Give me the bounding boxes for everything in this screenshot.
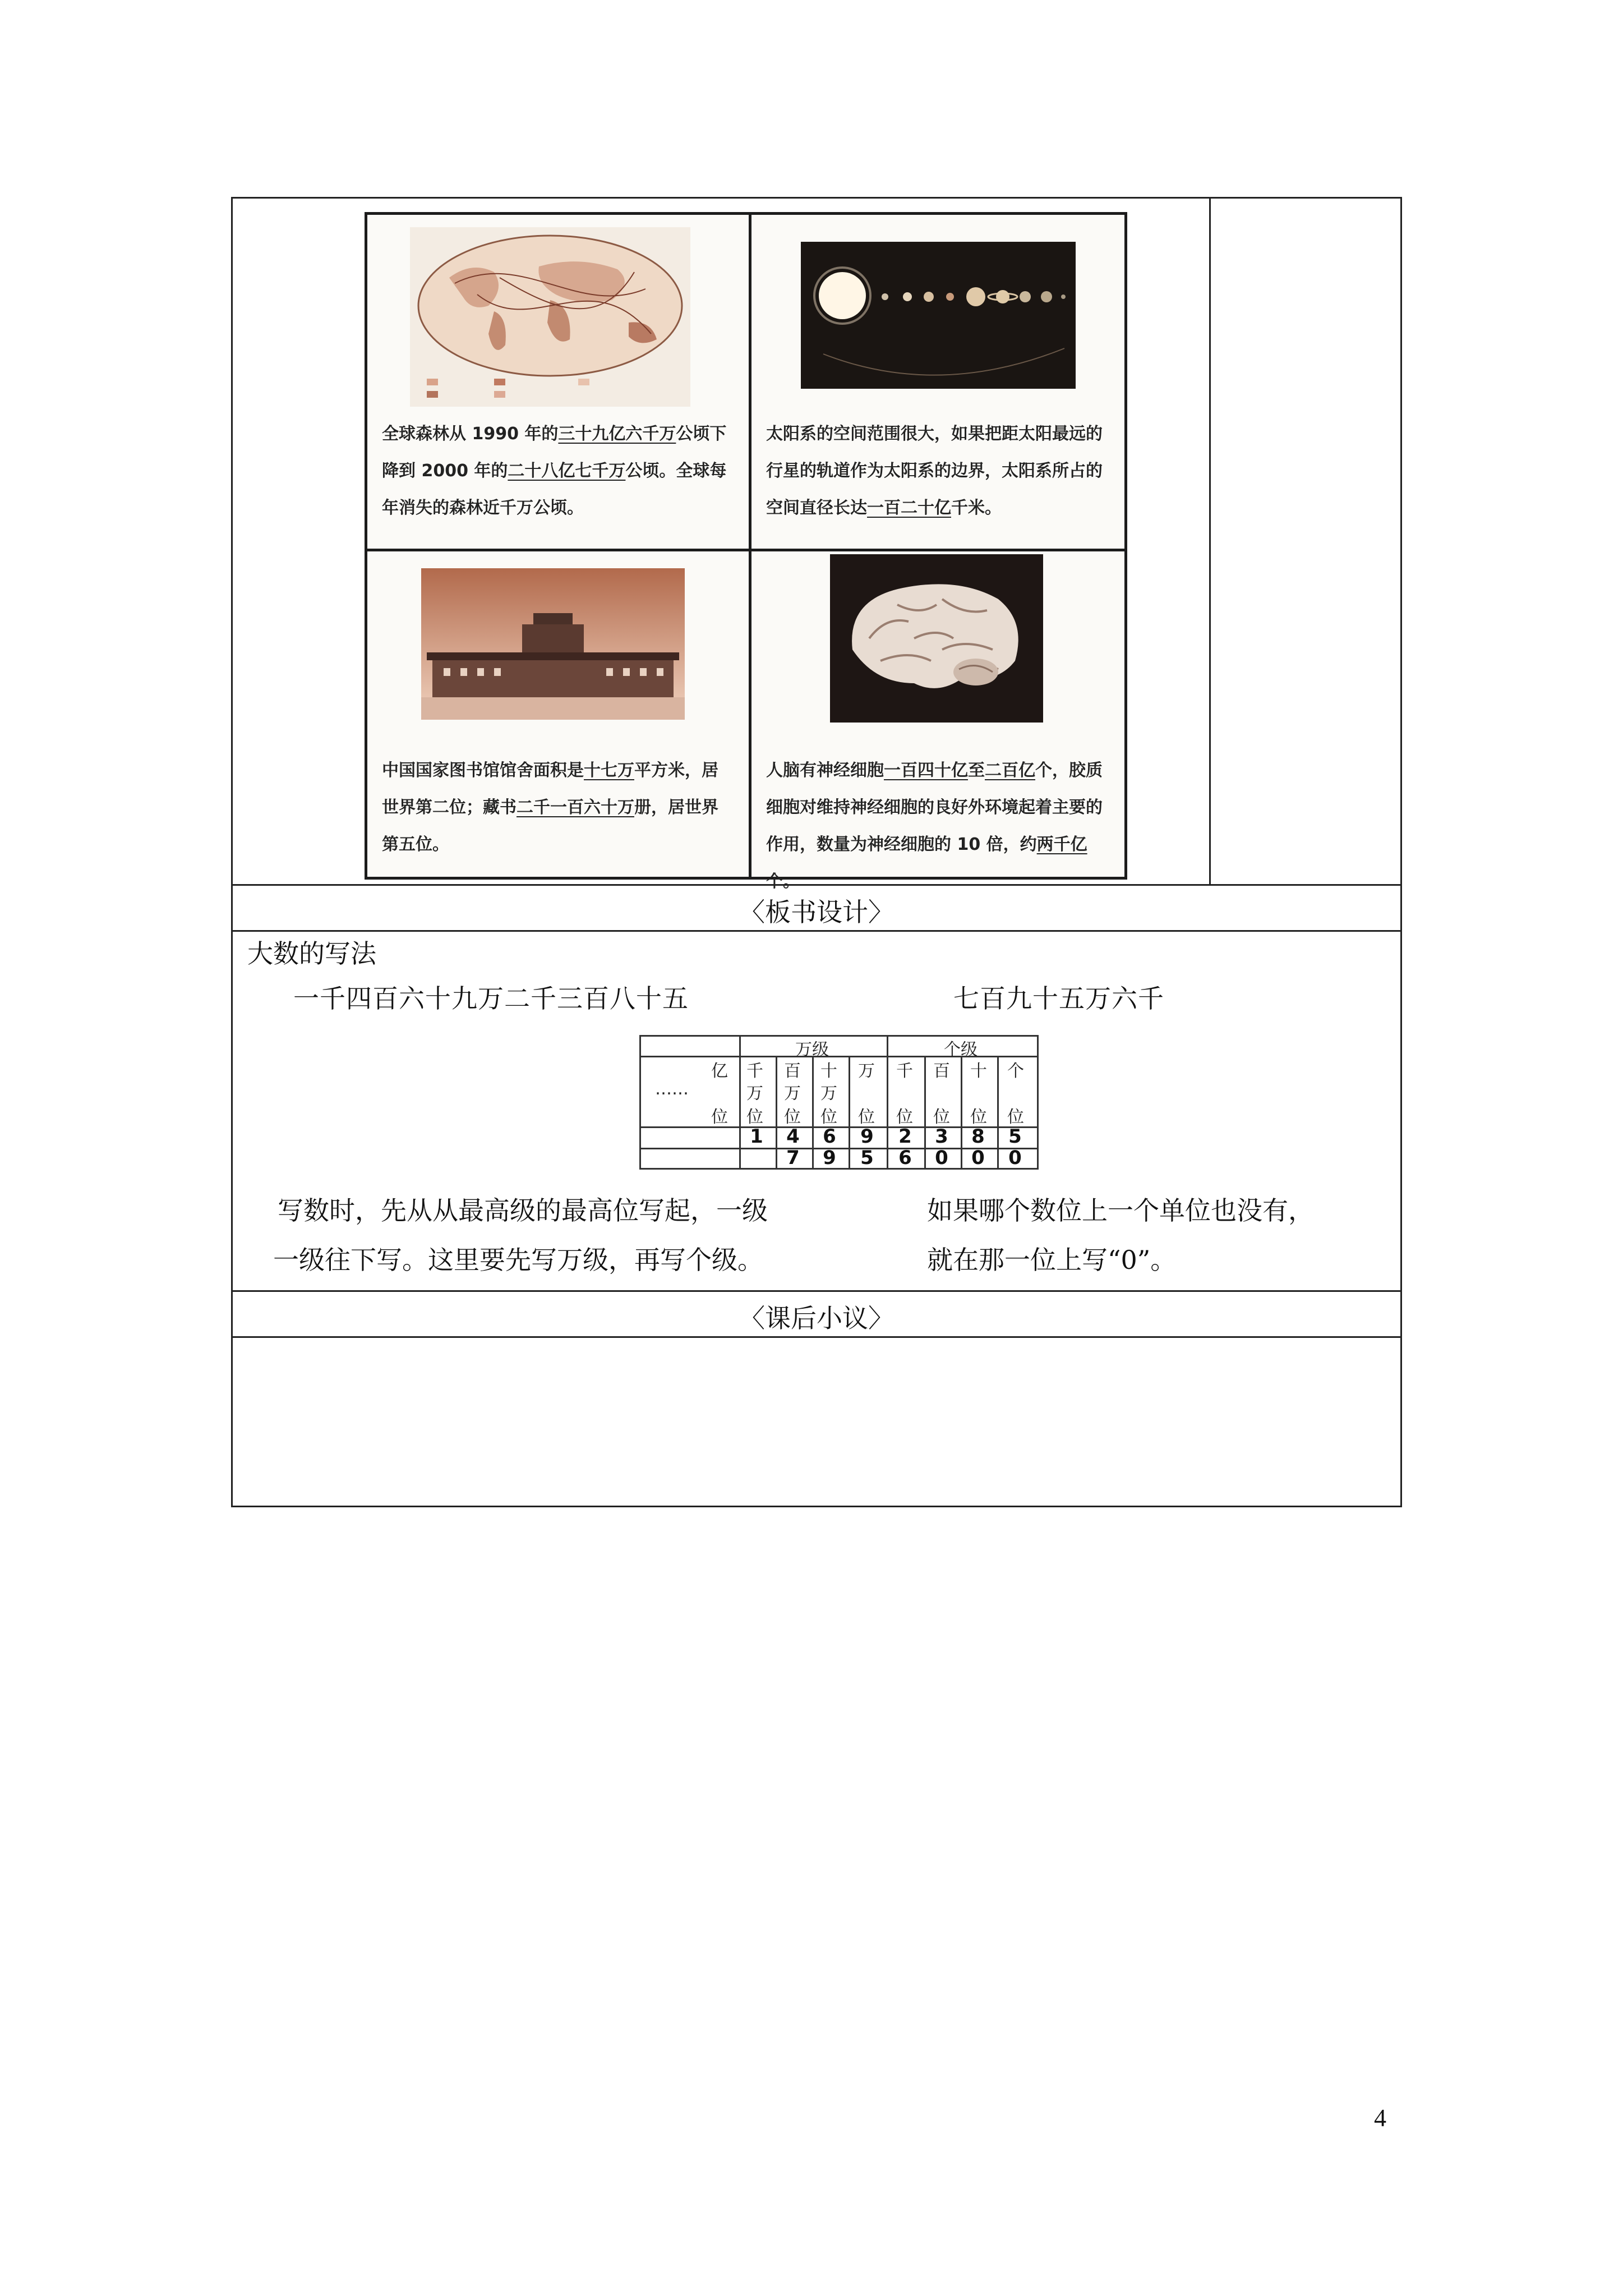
col-header: 位	[1007, 1107, 1024, 1127]
solar-system-caption: 太阳系的空间范围很大，如果把距太阳最远的行星的轨道作为太阳系的边界，太阳系所占的空间直径长达一百二十亿千米。	[766, 424, 1103, 518]
solar-system-panel	[751, 215, 1127, 543]
after-class-heading: 〈课后小议〉	[739, 1303, 894, 1333]
number-words-2: 七百九十五万六千	[953, 983, 1164, 1014]
digit-cell: 9	[860, 1125, 874, 1148]
national-library-image	[421, 568, 685, 720]
world-forest-map-image	[410, 227, 690, 407]
digit-cell: 5	[860, 1147, 874, 1169]
col-header: 万	[858, 1061, 875, 1081]
group-ge-label: 个级	[944, 1040, 978, 1060]
col-header: 千	[896, 1061, 913, 1081]
row-divider	[233, 1336, 1400, 1338]
row-divider	[233, 1290, 1400, 1292]
digit-cell: 2	[898, 1125, 912, 1148]
brain-caption: 人脑有神经细胞一百四十亿至二百亿个，胶质细胞对维持神经细胞的良好外环境起着主要的作用，数量为神经细胞的 10 倍，约两千亿个。	[766, 761, 1103, 891]
digit-cell: 0	[1008, 1147, 1022, 1169]
number-words-1: 一千四百六十九万二千三百八十五	[293, 983, 689, 1014]
board-title: 大数的写法	[247, 938, 376, 969]
col-header: 百	[933, 1061, 950, 1081]
digit-cell: 1	[750, 1125, 763, 1148]
board-design-heading: 〈板书设计〉	[739, 897, 894, 927]
ellipsis: ……	[655, 1079, 689, 1099]
col-header: 位	[820, 1107, 837, 1127]
col-header: 位	[970, 1107, 987, 1127]
col-header: 百	[784, 1061, 801, 1081]
digit-cell: 8	[971, 1125, 985, 1148]
forest-panel	[367, 215, 743, 543]
group-wan-label: 万级	[795, 1040, 829, 1060]
digit-cell: 5	[1008, 1125, 1022, 1148]
col-header: 十	[820, 1061, 837, 1081]
library-caption: 中国国家图书馆馆舍面积是十七万平方米，居世界第二位；藏书二千一百六十万册，居世界第五位。	[382, 761, 718, 854]
digit-cell: 6	[823, 1125, 836, 1148]
col-header: 位	[784, 1107, 801, 1127]
zero-rule-1: 如果哪个数位上一个单位也没有，	[927, 1195, 1314, 1226]
lesson-table	[231, 197, 1402, 1507]
col-header: 位	[896, 1107, 913, 1127]
page-number: 4	[1374, 2104, 1386, 2132]
solar-system-image	[801, 242, 1076, 389]
col-header: 万	[746, 1084, 763, 1103]
writing-rule-1: 写数时，先从从最高级的最高位写起，一级	[278, 1195, 768, 1226]
digit-cell: 7	[786, 1147, 800, 1169]
forest-caption: 全球森林从 1990 年的三十九亿六千万公顷下降到 2000 年的二十八亿七千万公顷。全球每年消失的森林近千万公顷。	[382, 424, 727, 518]
digit-cell: 4	[786, 1125, 800, 1148]
yi-wei-label: 位	[711, 1107, 728, 1127]
column-divider	[1209, 199, 1211, 884]
digit-cell: 0	[971, 1147, 985, 1169]
picture-grid	[365, 212, 1127, 891]
place-value-table	[639, 1035, 1039, 1170]
col-header: 位	[746, 1107, 763, 1127]
digit-cell: 6	[898, 1147, 912, 1169]
col-header: 千	[746, 1061, 763, 1081]
library-panel	[367, 551, 743, 880]
col-header: 万	[784, 1084, 801, 1103]
digit-cell: 3	[935, 1125, 948, 1148]
col-header: 位	[933, 1107, 950, 1127]
col-header: 个	[1007, 1061, 1024, 1081]
col-header: 十	[970, 1061, 987, 1081]
writing-rule-2: 一级往下写。这里要先写万级，再写个级。	[273, 1245, 763, 1275]
col-header: 万	[820, 1084, 837, 1103]
row-divider	[233, 930, 1400, 932]
digit-cell: 9	[823, 1147, 836, 1169]
zero-rule-2: 就在那一位上写“0”。	[927, 1245, 1177, 1275]
brain-panel	[751, 551, 1127, 891]
digit-cell: 0	[935, 1147, 948, 1169]
human-brain-image	[830, 554, 1043, 723]
yi-label: 亿	[711, 1061, 728, 1081]
col-header: 位	[858, 1107, 875, 1127]
